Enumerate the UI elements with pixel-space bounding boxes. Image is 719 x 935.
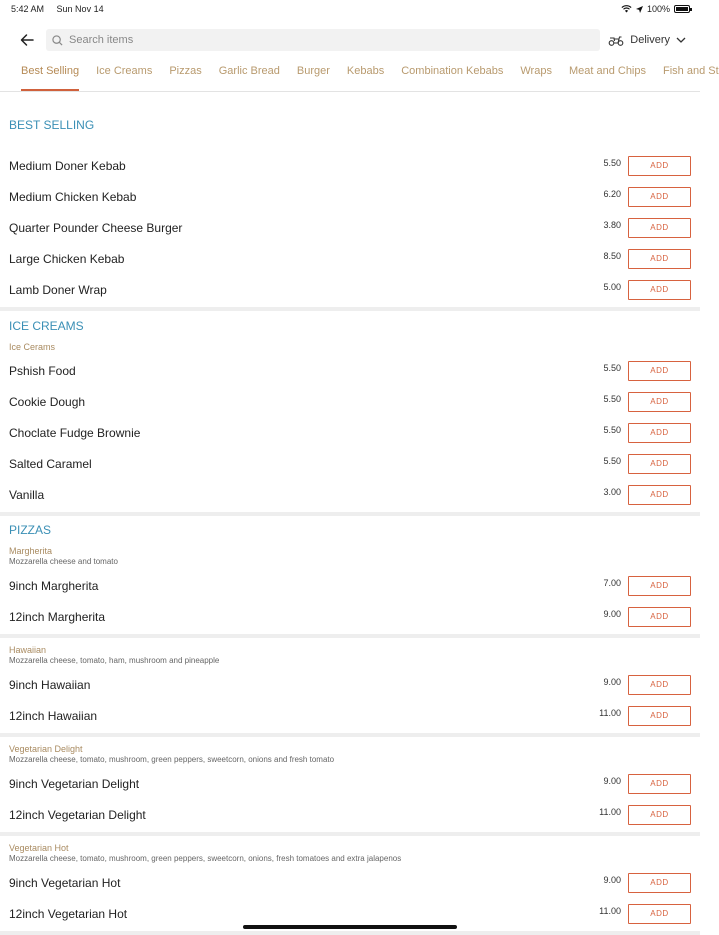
tab-pizzas[interactable]: Pizzas	[169, 65, 202, 77]
menu-section	[0, 311, 700, 516]
add-button[interactable]: ADD	[628, 805, 691, 825]
top-bar	[0, 18, 700, 62]
add-button[interactable]: ADD	[628, 873, 691, 893]
item-price: 11.00	[599, 707, 621, 718]
add-button[interactable]: ADD	[628, 156, 691, 176]
menu-item-row	[0, 274, 700, 305]
group-title: Margherita	[9, 546, 53, 556]
group-title: Vegetarian Hot	[9, 843, 69, 853]
tab-ice-creams[interactable]: Ice Creams	[96, 65, 153, 77]
menu-item-row	[0, 448, 700, 479]
item-price: 5.50	[603, 424, 621, 435]
item-name: 9inch Vegetarian Delight	[9, 776, 140, 791]
search-input[interactable]	[63, 34, 594, 46]
tab-burger[interactable]: Burger	[296, 65, 330, 77]
delivery-label: Delivery	[630, 34, 670, 46]
item-name: 12inch Vegetarian Delight	[9, 807, 146, 822]
menu-item-row	[0, 212, 700, 243]
menu-list	[0, 92, 700, 934]
menu-item-row	[0, 386, 700, 417]
item-price: 6.20	[603, 188, 621, 199]
menu-item-row	[0, 479, 700, 510]
section-title: BEST SELLING	[9, 118, 95, 132]
status-bar	[0, 0, 700, 18]
home-indicator	[243, 925, 457, 929]
item-name: 12inch Margherita	[9, 609, 106, 624]
item-name: Medium Chicken Kebab	[9, 189, 137, 204]
item-price: 9.00	[603, 775, 621, 786]
menu-section	[0, 92, 700, 311]
status-date: Sun Nov 14	[56, 4, 104, 14]
search-icon	[52, 35, 63, 46]
status-time: 5:42 AM	[11, 4, 45, 14]
item-price: 7.00	[603, 577, 621, 588]
group-description: Mozzarella cheese, tomato, mushroom, green peppers, sweetcorn, onions and fresh tomato	[9, 755, 335, 764]
menu-section	[0, 836, 700, 935]
menu-item-row	[0, 768, 700, 799]
menu-section	[0, 638, 700, 737]
item-price: 8.50	[603, 250, 621, 261]
menu-item-row	[0, 181, 700, 212]
item-name: Large Chicken Kebab	[9, 251, 125, 266]
group-title: Ice Cerams	[9, 342, 56, 352]
item-price: 3.80	[603, 219, 621, 230]
item-price: 9.00	[603, 608, 621, 619]
delivery-selector[interactable]	[608, 34, 692, 46]
group-description: Mozzarella cheese and tomato	[9, 557, 118, 566]
item-name: Quarter Pounder Cheese Burger	[9, 220, 183, 235]
menu-item-row	[0, 243, 700, 274]
item-price: 5.50	[603, 393, 621, 404]
menu-item-row	[0, 799, 700, 830]
add-button[interactable]: ADD	[628, 280, 691, 300]
back-button[interactable]	[8, 24, 46, 56]
item-price: 5.50	[603, 157, 621, 168]
scooter-icon	[608, 34, 624, 46]
add-button[interactable]: ADD	[628, 485, 691, 505]
tab-fish-and-st[interactable]: Fish and St	[663, 65, 719, 77]
wifi-icon	[621, 5, 632, 13]
back-arrow-icon	[20, 34, 34, 46]
add-button[interactable]: ADD	[628, 607, 691, 627]
group-description: Mozzarella cheese, tomato, mushroom, green peppers, sweetcorn, onions, fresh tomatoes and extra jalapenos	[9, 854, 402, 863]
item-name: Cookie Dough	[9, 394, 86, 409]
item-name: Lamb Doner Wrap	[9, 282, 107, 297]
item-price: 5.50	[603, 362, 621, 373]
add-button[interactable]: ADD	[628, 454, 691, 474]
add-button[interactable]: ADD	[628, 249, 691, 269]
tab-garlic-bread[interactable]: Garlic Bread	[218, 65, 280, 77]
section-title: PIZZAS	[9, 523, 52, 537]
item-name: Vanilla	[9, 487, 45, 502]
battery-icon	[674, 5, 690, 13]
menu-item-row	[0, 150, 700, 181]
menu-item-row	[0, 417, 700, 448]
add-button[interactable]: ADD	[628, 218, 691, 238]
search-bar[interactable]	[46, 29, 600, 51]
menu-item-row	[0, 669, 700, 700]
menu-item-row	[0, 867, 700, 898]
item-name: Medium Doner Kebab	[9, 158, 126, 173]
section-title: ICE CREAMS	[9, 319, 84, 333]
add-button[interactable]: ADD	[628, 774, 691, 794]
item-name: Choclate Fudge Brownie	[9, 425, 141, 440]
add-button[interactable]: ADD	[628, 187, 691, 207]
add-button[interactable]: ADD	[628, 576, 691, 596]
item-price: 5.50	[603, 455, 621, 466]
item-price: 9.00	[603, 874, 621, 885]
add-button[interactable]: ADD	[628, 423, 691, 443]
chevron-down-icon	[676, 37, 686, 44]
add-button[interactable]: ADD	[628, 361, 691, 381]
tab-meat-and-chips[interactable]: Meat and Chips	[568, 65, 646, 77]
battery-level	[676, 7, 688, 11]
category-tabs	[0, 62, 719, 92]
add-button[interactable]: ADD	[628, 904, 691, 924]
item-price: 11.00	[599, 905, 621, 916]
add-button[interactable]: ADD	[628, 675, 691, 695]
tab-best-selling[interactable]: Best Selling	[21, 62, 79, 91]
menu-section	[0, 516, 700, 638]
status-right	[621, 4, 690, 14]
item-name: 12inch Vegetarian Hot	[9, 906, 128, 921]
item-name: 12inch Hawaiian	[9, 708, 98, 723]
item-price: 11.00	[599, 806, 621, 817]
menu-item-row	[0, 570, 700, 601]
menu-item-row	[0, 355, 700, 386]
tab-kebabs[interactable]: Kebabs	[346, 65, 385, 77]
menu-item-row	[0, 601, 700, 632]
add-button[interactable]: ADD	[628, 706, 691, 726]
item-price: 3.00	[603, 486, 621, 497]
item-price: 5.00	[603, 281, 621, 292]
location-arrow-icon	[636, 6, 643, 13]
add-button[interactable]: ADD	[628, 392, 691, 412]
item-price: 9.00	[603, 676, 621, 687]
item-name: 9inch Hawaiian	[9, 677, 91, 692]
menu-section	[0, 737, 700, 836]
item-name: Salted Caramel	[9, 456, 92, 471]
group-description: Mozzarella cheese, tomato, ham, mushroom and pineapple	[9, 656, 220, 665]
item-name: 9inch Margherita	[9, 578, 99, 593]
tab-wraps[interactable]: Wraps	[520, 65, 552, 77]
status-left	[11, 4, 114, 14]
item-name: Pshish Food	[9, 363, 76, 378]
group-title: Vegetarian Delight	[9, 744, 83, 754]
menu-item-row	[0, 700, 700, 731]
tab-combination-kebabs[interactable]: Combination Kebabs	[401, 65, 504, 77]
group-title: Hawaiian	[9, 645, 47, 655]
item-name: 9inch Vegetarian Hot	[9, 875, 121, 890]
battery-percent: 100%	[646, 4, 670, 14]
